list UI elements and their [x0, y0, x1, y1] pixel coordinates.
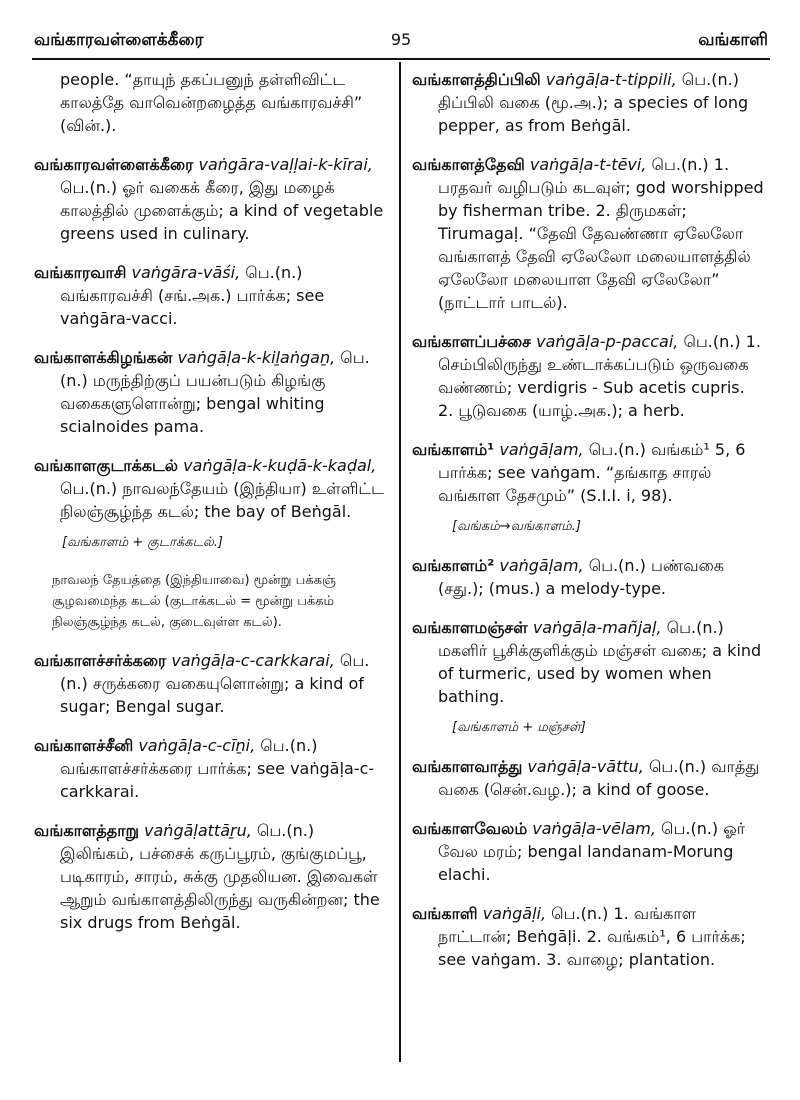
transliteration: vaṅgāḷa-t-tippili,: [545, 70, 677, 89]
headword: வங்காளத்தேவி: [412, 155, 525, 174]
continuation-text: people. “தாயுந் தகப்பனுந் தள்ளிவிட்ட காலத்தே வாவென்றழைத்த வங்காரவச்சி” (வின்.).: [60, 70, 363, 135]
transliteration: vaṅgāḷa-vāttu,: [527, 757, 644, 776]
headword: வங்காளத்தாறு: [34, 821, 139, 840]
definition: வங்கம்¹ 5, 6 பார்க்க; see vaṅgam. “தங்காத சாரல் வங்காள தேசமும்” (S.I.I. i, 98).: [438, 440, 746, 505]
dictionary-entry: [412, 330, 764, 422]
definition: மருந்திற்குப் பயன்படும் கிழங்கு வகைகளுளொன்று; bengal whiting scialnoides pama.: [60, 371, 326, 436]
part-of-speech: பெ.(n.): [681, 70, 739, 89]
dictionary-entry: [34, 454, 386, 523]
transliteration: vaṅgāḷa-t-tēvi,: [529, 155, 647, 174]
headword: வங்காளக்கிழங்கன்: [34, 348, 173, 367]
dictionary-entry: [34, 153, 386, 245]
dictionary-entry: [34, 649, 386, 718]
transliteration: vaṅgāḷi,: [482, 904, 547, 923]
part-of-speech: பெ.(n.): [260, 736, 318, 755]
transliteration: vaṅgāra-vāśi,: [131, 263, 241, 282]
dictionary-entry: [34, 734, 386, 803]
headword: வங்காளச்சீனி: [34, 736, 134, 755]
dictionary-entry: [412, 616, 764, 708]
column-divider: [399, 62, 401, 1062]
entry-note: நாவலந் தேயத்தை (இந்தியாவை) மூன்று பக்கஞ் சூழவமைந்த கடல் (குடாக்கடல் = மூன்று பக்கம் நிலஞ்சூழ்ந்த கடல், குடைவுள்ள கடல்).: [52, 573, 336, 630]
part-of-speech: பெ.(n.): [60, 178, 118, 197]
definition: பண்வகை (சது.); (mus.) a melody-type.: [438, 556, 724, 598]
transliteration: vaṅgāḷa-mañjaḷ,: [532, 618, 662, 637]
header-rule: [32, 58, 770, 60]
part-of-speech: பெ.(n.): [245, 263, 303, 282]
dictionary-entry: [412, 68, 764, 137]
definition: மகளிர் பூசிக்குளிக்கும் மஞ்சள் வகை; a kind of turmeric, used by women when bathing.: [438, 641, 762, 706]
transliteration: vaṅgāḷa-vēlam,: [532, 819, 656, 838]
headword: வங்காளச்சர்க்கரை: [34, 651, 167, 670]
transliteration: vaṅgāḷam,: [499, 556, 584, 575]
running-head-left: வங்காரவள்ளைக்கீரை: [34, 30, 204, 50]
etymology: [வங்காளம் + குடாக்கடல்.]: [62, 535, 223, 550]
dictionary-entry: [34, 261, 386, 330]
definition: வாத்து வகை (சென்.வழ.); a kind of goose.: [438, 757, 760, 799]
headword: வங்காளம்¹: [412, 440, 495, 459]
dictionary-entry: [412, 902, 764, 971]
definition: இலிங்கம், பச்சைக் கருப்பூரம், குங்குமப்பூ, படிகாரம், சாரம், சுக்கு முதலியன. இவைகள் ஆறும் வங்காளத்திலிருந்து வருகின்றன; the six drugs from Beṅgāl.: [60, 844, 380, 932]
transliteration: vaṅgāḷattāṟu,: [144, 821, 252, 840]
dictionary-entry: [34, 346, 386, 438]
transliteration: vaṅgāḷa-c-carkkarai,: [171, 651, 335, 670]
dictionary-entry: [412, 554, 764, 600]
definition: நாவலந்தேயம் (இந்தியா) உள்ளிட்ட நிலஞ்சூழ்ந்த கடல்; the bay of Beṅgāl.: [60, 479, 384, 521]
definition: திப்பிலி வகை (மூ.அ.); a species of long pepper, as from Beṅgāl.: [438, 93, 749, 135]
transliteration: vaṅgāḷa-k-kuḍā-k-kaḍal,: [183, 456, 377, 475]
dictionary-entry: [412, 153, 764, 314]
headword: வங்காளி: [412, 904, 478, 923]
transliteration: vaṅgāra-vaḷḷai-k-kīrai,: [198, 155, 373, 174]
headword: வங்காளவாத்து: [412, 757, 523, 776]
headword: வங்காளத்திப்பிலி: [412, 70, 541, 89]
transliteration: vaṅgāḷa-k-kiḻaṅgaṉ,: [177, 348, 336, 367]
part-of-speech: பெ.(n.): [651, 155, 709, 174]
left-column: [34, 68, 386, 950]
headword: வங்காரவாசி: [34, 263, 127, 282]
headword: வங்காளப்பச்சை: [412, 332, 532, 351]
part-of-speech: பெ.(n.): [60, 348, 370, 390]
dictionary-entry: [412, 817, 764, 886]
definition: சருக்கரை வகையுளொன்று; a kind of sugar; Bengal sugar.: [60, 674, 364, 716]
part-of-speech: பெ.(n.): [661, 819, 719, 838]
part-of-speech: பெ.(n.): [666, 618, 724, 637]
part-of-speech: பெ.(n.): [60, 651, 370, 693]
running-head-right: வங்காளி: [698, 30, 768, 50]
headword: வங்காரவள்ளைக்கீரை: [34, 155, 194, 174]
part-of-speech: பெ.(n.): [60, 479, 118, 498]
definition: ஓர் வேல மரம்; bengal landanam-Morung elachi.: [438, 819, 746, 884]
etymology: [வங்காளம் + மஞ்சள்]: [452, 720, 586, 735]
part-of-speech: பெ.(n.): [588, 440, 646, 459]
part-of-speech: பெ.(n.): [551, 904, 609, 923]
dictionary-entry: [412, 438, 764, 507]
etymology: [வங்கம்→வங்காளம்.]: [452, 519, 581, 534]
page-number: 95: [390, 30, 412, 49]
transliteration: vaṅgāḷam,: [499, 440, 584, 459]
definition: வங்காளச்சர்க்கரை பார்க்க; see vaṅgāḷa-c-carkkarai.: [60, 759, 375, 801]
headword: வங்காளகுடாக்கடல்: [34, 456, 179, 475]
part-of-speech: பெ.(n.): [588, 556, 646, 575]
part-of-speech: பெ.(n.): [256, 821, 315, 840]
headword: வங்காளமஞ்சள்: [412, 618, 528, 637]
definition: 1. பரதவர் வழிபடும் கடவுள்; god worshipped by fisherman tribe. 2. திருமகள்; Tirumagaḷ. “தேவி தேவண்ணா ஏலேலோ வங்காளத் தேவி ஏலேலோ மலையாளத்தில் ஏலேலோ மலையாள தேவி ஏலேலோ” (நாட்டார் பாடல்).: [438, 155, 764, 312]
part-of-speech: பெ.(n.): [648, 757, 707, 776]
page-header: [34, 26, 768, 56]
headword: வங்காளவேலம்: [412, 819, 528, 838]
part-of-speech: பெ.(n.): [683, 332, 741, 351]
definition: ஓர் வகைக் கீரை, இது மழைக் காலத்தில் முளைக்கும்; a kind of vegetable greens used in culinary.: [60, 178, 384, 243]
headword: வங்காளம்²: [412, 556, 495, 575]
dictionary-entry: [34, 819, 386, 934]
definition: 1. வங்காள நாட்டான்; Beṅgāḷi. 2. வங்கம்¹, 6 பார்க்க; see vaṅgam. 3. வாழை; plantation.: [438, 904, 746, 969]
dictionary-entry: [412, 755, 764, 801]
right-column: [412, 68, 764, 987]
definition: வங்காரவச்சி (சங்.அக.) பார்க்க; see vaṅgāra-vacci.: [60, 286, 325, 328]
definition: 1. செம்பிலிருந்து உண்டாக்கப்படும் ஒருவகை வண்ணம்; verdigris - Sub acetis cupris. 2. பூடுவகை (யாழ்.அக.); a herb.: [438, 332, 761, 420]
transliteration: vaṅgāḷa-p-paccai,: [536, 332, 679, 351]
transliteration: vaṅgāḷa-c-cīṉi,: [138, 736, 256, 755]
